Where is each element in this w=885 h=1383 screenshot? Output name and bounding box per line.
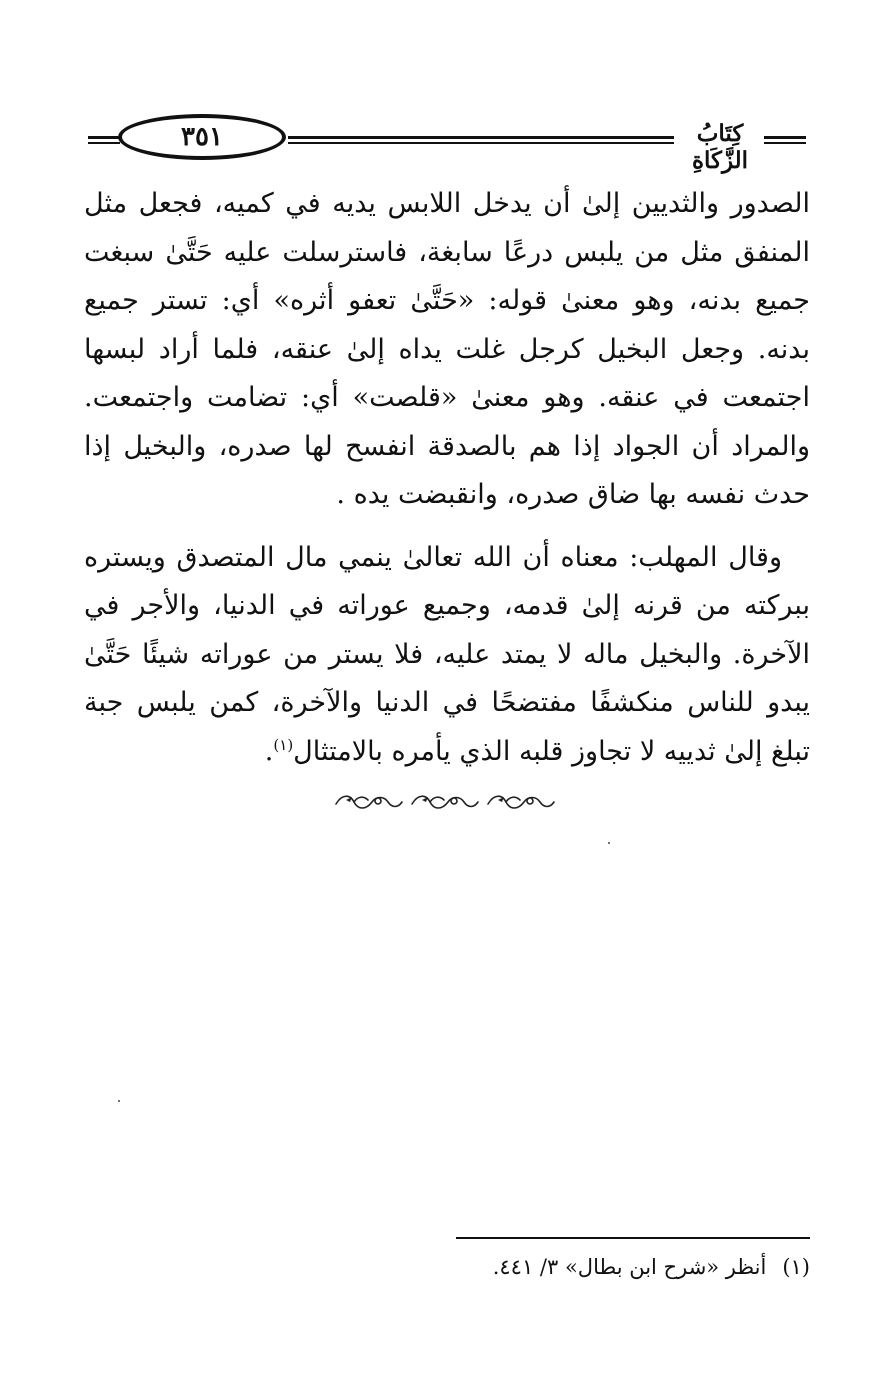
- footnote-separator: [456, 1237, 810, 1239]
- floral-divider-icon: [332, 788, 556, 816]
- running-title: كِتَابُ الزَّكَاةِ: [691, 120, 749, 174]
- paragraph-2-end: .: [264, 735, 274, 767]
- header-rule-left: [88, 136, 120, 144]
- footnote-reference: (١): [273, 735, 294, 754]
- footnote-text: أنظر «شرح ابن بطال» ٣/ ٤٤١.: [492, 1255, 767, 1279]
- page-header: [88, 112, 806, 174]
- scan-speck: [608, 842, 610, 844]
- paragraph-1: الصدور والثديين إلىٰ أن يدخل اللابس يديه في كميه، فجعل مثل المنفق مثل من يلبس درعًا سابغة، فاسترسلت عليه حَتَّىٰ سبغت جميع بدنه، وهو معنىٰ قوله: «حَتَّىٰ تعفو أثره» أي: تستر جميع بدنه. وجعل البخيل كرجل غلت يداه إلىٰ عنقه، فلما أراد لبسها اجتمعت في عنقه. وهو معنىٰ «قلصت» أي: تضامت واجتمعت. والمراد أن الجواد إذا هم بالصدقة انفسح لها صدره، والبخيل إذا حدث نفسه بها ضاق صدره، وانقبضت يده .: [84, 188, 810, 510]
- page-number: ٣٥١: [181, 122, 223, 152]
- scan-speck: [118, 1100, 120, 1102]
- main-text: [84, 180, 810, 776]
- paragraph-2-text: وقال المهلب: معناه أن الله تعالىٰ ينمي مال المتصدق ويستره ببركته من قرنه إلىٰ قدمه، وجميع عوراته في الدنيا، والأجر في الآخرة. والبخيل ماله لا يمتد عليه، فلا يستر من عوراته شيئًا حَتَّىٰ يبدو للناس منكشفًا مفتضحًا في الدنيا والآخرة، كمن يلبس جبة تبلغ إلىٰ ثدييه لا تجاوز قلبه الذي يأمره بالامتثال: [84, 541, 810, 767]
- footnote: [300, 1250, 810, 1284]
- header-rule-right: [764, 136, 806, 144]
- header-rule-middle: [288, 136, 674, 144]
- paragraph-2: [84, 534, 810, 777]
- footnote-number: (١): [782, 1255, 810, 1279]
- page-number-badge: [118, 114, 286, 160]
